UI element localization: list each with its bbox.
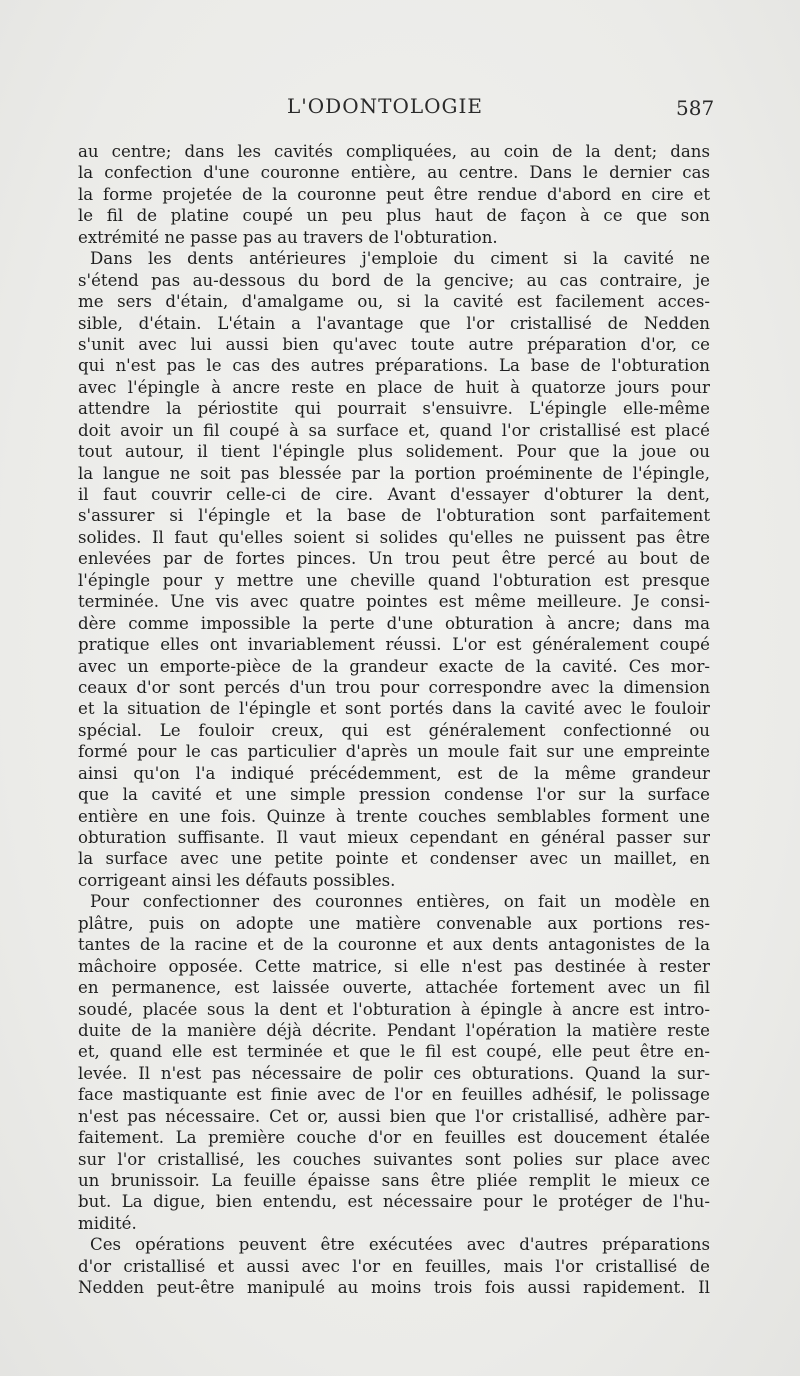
text-line: plâtre, puis on adopte une matière convenable aux portions res- (78, 913, 710, 933)
text-line: spécial. Le fouloir creux, qui est généralement confectionné ou (78, 720, 710, 740)
text-line: duite de la manière déjà décrite. Pendant l'opération la matière reste (78, 1020, 710, 1040)
text-line: tout autour, il tient l'épingle plus solidement. Pour que la joue ou (78, 442, 710, 462)
running-title: L'ODONTOLOGIE (287, 94, 483, 118)
text-line: corrigeant ainsi les défauts possibles. (78, 870, 396, 890)
text-line: n'est pas nécessaire. Cet or, aussi bien que l'or cristallisé, adhère par- (78, 1106, 710, 1126)
text-line: l'épingle pour y mettre une cheville quand l'obturation est presque (78, 570, 710, 590)
text-line: la confection d'une couronne entière, au centre. Dans le dernier cas (78, 163, 710, 183)
text-line: midité. (78, 1213, 137, 1233)
text-line: mâchoire opposée. Cette matrice, si elle n'est pas destinée à rester (78, 956, 710, 976)
text-line: levée. Il n'est pas nécessaire de polir ces obturations. Quand la sur- (78, 1063, 710, 1083)
text-line: que la cavité et une simple pression condense l'or sur la surface (78, 785, 710, 805)
body-text (78, 141, 710, 1299)
text-line: soudé, placée sous la dent et l'obturation à épingle à ancre est intro- (78, 999, 710, 1019)
text-line: s'étend pas au-dessous du bord de la gencive; au cas contraire, je (78, 270, 710, 290)
text-line: Pour confectionner des couronnes entières, on fait un modèle en (90, 892, 710, 912)
text-line: qui n'est pas le cas des autres préparations. La base de l'obturation (78, 356, 710, 376)
text-line: but. La digue, bien entendu, est nécessaire pour le protéger de l'hu- (78, 1192, 710, 1212)
text-line: s'assurer si l'épingle et la base de l'obturation sont parfaitement (78, 506, 710, 526)
text-line: un brunissoir. La feuille épaisse sans être pliée remplit le mieux ce (78, 1171, 710, 1190)
text-line: enlevées par de fortes pinces. Un trou peut être percé au bout de (78, 549, 710, 569)
text-line: sur l'or cristallisé, les couches suivantes sont polies sur place avec (78, 1149, 710, 1169)
text-line: obturation suffisante. Il vaut mieux cependant en général passer sur (78, 828, 710, 847)
text-line: la forme projetée de la couronne peut être rendue d'abord en cire et (78, 184, 710, 204)
running-head (0, 94, 800, 124)
text-line: dère comme impossible la perte d'une obturation à ancre; dans ma (78, 613, 710, 633)
text-line: pratique elles ont invariablement réussi. L'or est généralement coupé (78, 635, 710, 655)
text-line: et la situation de l'épingle et sont portés dans la cavité avec le fouloir (78, 699, 710, 719)
text-line: solides. Il faut qu'elles soient si solides qu'elles ne puissent pas être (78, 527, 710, 547)
text-line: il faut couvrir celle-ci de cire. Avant d'essayer d'obturer la dent, (78, 485, 710, 504)
text-line: terminée. Une vis avec quatre pointes est même meilleure. Je consi- (78, 592, 710, 612)
text-line: faitement. La première couche d'or en feuilles est doucement étalée (78, 1128, 710, 1148)
text-line: attendre la périostite qui pourrait s'ensuivre. L'épingle elle-même (78, 399, 710, 419)
text-line: le fil de platine coupé un peu plus haut de façon à ce que son (78, 206, 710, 226)
text-line: formé pour le cas particulier d'après un moule fait sur une empreinte (78, 742, 710, 762)
text-line: avec un emporte-pièce de la grandeur exacte de la cavité. Ces mor- (78, 656, 710, 676)
text-line: tantes de la racine et de la couronne et aux dents antagonistes de la (78, 935, 710, 955)
text-line: me sers d'étain, d'amalgame ou, si la cavité est facilement acces- (78, 292, 710, 312)
text-line: en permanence, est laissée ouverte, attachée fortement avec un fil (78, 978, 710, 998)
text-line: d'or cristallisé et aussi avec l'or en feuilles, mais l'or cristallisé de (78, 1256, 710, 1276)
text-line: entière en une fois. Quinze à trente couches semblables forment une (78, 806, 710, 826)
text-line: avec l'épingle à ancre reste en place de huit à quatorze jours pour (78, 377, 710, 397)
text-line: Dans les dents antérieures j'emploie du ciment si la cavité ne (90, 249, 710, 269)
text-line: s'unit avec lui aussi bien qu'avec toute autre préparation d'or, ce (78, 334, 710, 354)
text-line: Nedden peut-être manipulé au moins trois fois aussi rapidement. Il (78, 1278, 710, 1298)
text-line: ainsi qu'on l'a indiqué précédemment, est de la même grandeur (78, 763, 710, 783)
text-line: doit avoir un fil coupé à sa surface et, quand l'or cristallisé est placé (78, 420, 710, 440)
text-line: extrémité ne passe pas au travers de l'obturation. (78, 227, 498, 247)
text-line: au centre; dans les cavités compliquées, au coin de la dent; dans (78, 142, 710, 161)
text-line: ceaux d'or sont percés d'un trou pour correspondre avec la dimension (78, 677, 710, 697)
text-line: face mastiquante est finie avec de l'or en feuilles adhésif, le polissage (78, 1085, 710, 1105)
text-line: sible, d'étain. L'étain a l'avantage que l'or cristallisé de Nedden (78, 313, 710, 333)
text-line: Ces opérations peuvent être exécutées avec d'autres préparations (90, 1235, 710, 1255)
text-line: la langue ne soit pas blessée par la portion proéminente de l'épingle, (78, 463, 710, 483)
text-line: la surface avec une petite pointe et condenser avec un maillet, en (78, 849, 710, 869)
text-line: et, quand elle est terminée et que le fil est coupé, elle peut être en- (78, 1042, 710, 1062)
page-number: 587 (676, 96, 715, 120)
